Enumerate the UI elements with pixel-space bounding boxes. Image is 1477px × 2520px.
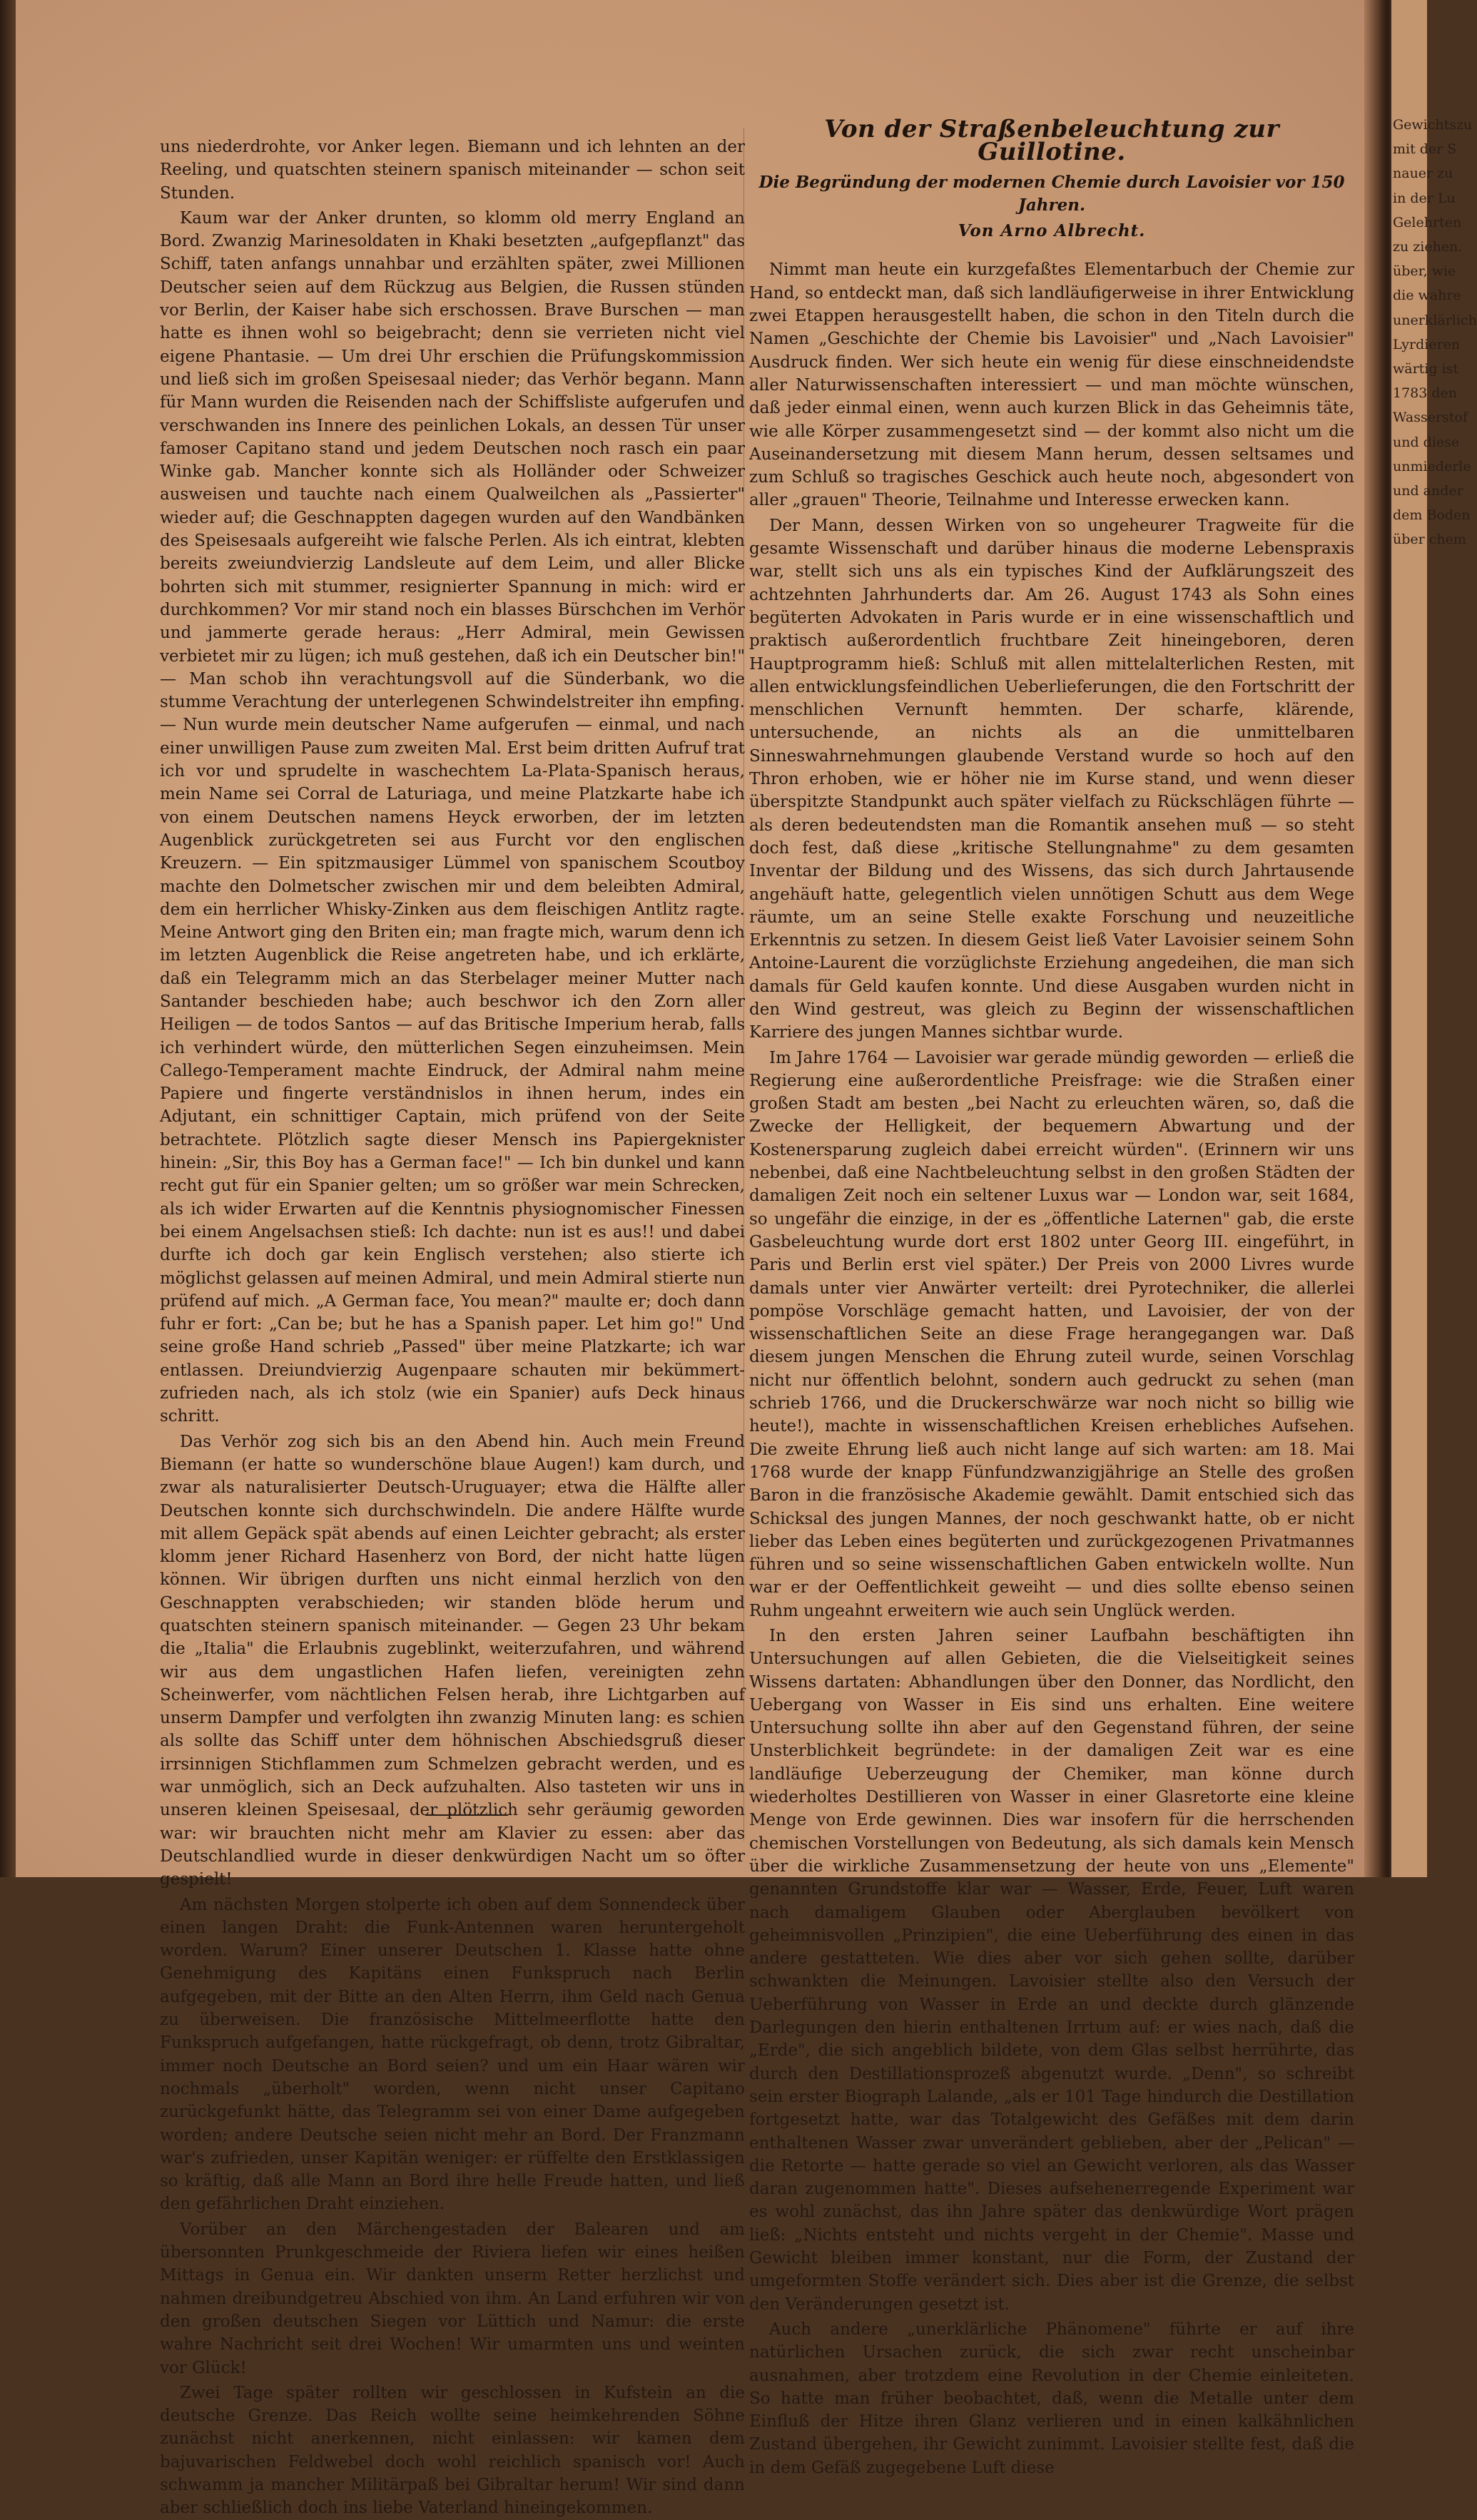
right-paragraph: Nimmt man heute ein kurzgefaßtes Elementarbuch der Chemie zur Hand, so entdeckt man, daß sich landläufigerweise in ihrer Entwicklung zwei Etappen herausgestellt haben, die schon in den Titeln durch die Namen „Geschichte der Chemie bis Lavoisier" und „Nach Lavoisier" Ausdruck finden. Wer sich heute ein wenig für diese einschneidendste aller Naturwissenschaften interessiert — und man möchte wünschen, daß jeder einmal einen, wenn auch kurzen Blick in das Geheimnis täte, wie alle Körper zusammengesetzt sind — der kommt also nicht um die Auseinandersetzung mit diesem Mann herum, dessen seltsames und zum Schluß so tragisches Geschick auch heute noch, abgesondert von aller „grauen" Theorie, Teilnahme und Interesse erwecken kann. <box>749 260 1354 510</box>
next-page-fragment: über chem <box>1393 532 1466 548</box>
next-page-fragment: mit der S <box>1393 141 1457 158</box>
left-paragraph: Kaum war der Anker drunten, so klomm old merry England an Bord. Zwanzig Marinesoldaten in Khaki besetzten „aufgepflanzt" das Schiff, taten anfangs unnahbar und erzählten später, zwei Millionen Deutscher seien auf dem Rückzug aus Belgien, die Russen stünden vor Berlin, der Kaiser habe sich erschossen. Brave Burschen — man hatte es ihnen wohl so beigebracht; denn sie verrieten nicht viel eigene Phantasie. — Um drei Uhr erschien die Prüfungskommission und ließ sich im großen Speisesaal nieder; das Verhör begann. Mann für Mann wurden die Reisenden nach der Schiffsliste aufgerufen und verschwanden ins Innere des peinlichen Lokals, an dessen Tür unser famoser Capitano stand und jedem Deutschen noch rasch ein paar Winke gab. Mancher konnte sich als Holländer oder Schweizer ausweisen und tauchte nach einem Qualweilchen als „Passierter" wieder auf; die Geschnappten dagegen wurden auf den Wandbänken des Speisesaals aufgereiht wie falsche Perlen. Als ich eintrat, klebten bereits zweiundvierzig Landsleute auf dem Leim, und aller Blicke bohrten sich mit stummer, resignierter Spannung in mich: wird er durchkommen? Vor mir stand noch ein blasses Bürschchen im Verhör und jammerte gerade heraus: „Herr Admiral, mein Gewissen verbietet mir zu lügen; ich muß gestehen, daß ich ein Deutscher bin!" — Man schob ihn verachtungsvoll auf die Sünderbank, wo die stumme Verachtung der unterlegenen Schwindelstreiter ihn empfing. — Nun wurde mein deutscher Name aufgerufen — einmal, und nach einer unwilligen Pause zum zweiten Mal. Erst beim dritten Aufruf trat ich vor und sprudelte in waschechtem La-Plata-Spanisch heraus, mein Name sei Corral de Laturiaga, und meine Platzkarte habe ich von einem Deutschen namens Heyck erworben, der im letzten Augenblick zurückgetreten sei aus Furcht vor den englischen Kreuzern. — Ein spitzmausiger Lümmel von spanischem Scoutboy machte den Dolmetscher zwischen mir und dem beleibten Admiral, dem ein herrlicher Whisky-Zinken aus dem fleischigen Antlitz ragte. Meine Antwort ging den Briten ein; man fragte mich, warum denn ich im letzten Augenblick die Reise angetreten habe, und ich erklärte, daß ein Telegramm mich an das Sterbelager meiner Mutter nach Santander beschieden habe; auch beschwor ich den Zorn aller Heiligen — de todos Santos — auf das Britische Imperium herab, falls ich verhindert würde, den mütterlichen Segen einzuheimsen. Mein Callego-Temperament machte Eindruck, der Admiral nahm meine Papiere und fingerte verständnislos in ihnen herum, indes ein Adjutant, ein schnittiger Captain, mich prüfend von der Seite betrachtete. Plötzlich sagte dieser Mensch ins Papiergeknister hinein: „Sir, this Boy has a German face!" — Ich bin dunkel und kann recht gut für ein Spanier gelten; um so größer war mein Schrecken, als ich wider Erwarten auf die Kenntnis physiognomischer Finessen bei einem Angelsachsen stieß: Ich dachte: nun ist es aus!! und dabei durfte ich doch gar kein Englisch verstehen; also stierte ich möglichst gelassen auf meinen Admiral, und mein Admiral stierte nun prüfend auf mich. „A German face, You mean?" maulte er; doch dann fuhr er fort: „Can be; but he has a Spanish paper. Let him go!" Und seine große Hand schrieb „Passed" über meine Platzkarte; ich war entlassen. Dreiundvierzig Augenpaare schauten mir bekümmert-zufrieden nach, als ich stolz (wie ein Spanier) aufs Deck hinaus schritt. <box>160 208 745 1426</box>
next-page-fragment: wärtig ist <box>1393 361 1459 377</box>
right-paragraph: Im Jahre 1764 — Lavoisier war gerade mündig geworden — erließ die Regierung eine außerordentliche Preisfrage: wie die Straßen einer großen Stadt am besten „bei Nacht zu erleuchten wären, so, daß die Zwecke der Helligkeit, der bequemern Abwartung und der Kostenersparung zugleich dabei erreicht würden". (Erinnern wir uns nebenbei, daß eine Nachtbeleuchtung selbst in den großen Städten der damaligen Zeit noch ein seltener Luxus war — London war, seit 1684, so ungefähr die einzige, in der es „öffentliche Laternen" gab, die erste Gasbeleuchtung wurde dort erst 1802 unter Georg III. eingeführt, in Paris und Berlin erst viel später.) Der Preis von 2000 Livres wurde damals unter vier Anwärter verteilt: drei Pyrotechniker, die allerlei pompöse Vorschläge gemacht hatten, und Lavoisier, der von der wissenschaftlichen Seite an diese Frage herangegangen war. Daß diesem jungen Menschen die Ehrung zuteil wurde, seinen Vorschlag nicht nur öffentlich belohnt, sondern auch gedruckt zu sehen (man schrieb 1766, und die Druckerschwärze war noch nicht so billig wie heute!), machte in wissenschaftlichen Kreisen erhebliches Aufsehen. Die zweite Ehrung ließ auch nicht lange auf sich warten: am 18. Mai 1768 wurde der knapp Fünfundzwanzigjährige an Stelle des großen Baron in die französische Akademie gewählt. Damit entschied sich das Schicksal des jungen Mannes, der noch geschwankt hatte, ob er nicht lieber das Leben eines begüterten und zurückgezogenen Privatmannes führen und so seine wissenschaftlichen Gaben entwickeln wollte. Nun war er der Oeffentlichkeit geweiht — und dies sollte ebenso seinen Ruhm ungeahnt erweitern wie auch sein Unglück werden. <box>749 1048 1354 1620</box>
right-paragraph: Auch andere „unerklärliche Phänomene" führte er auf ihre natürlichen Ursachen zurück, die sich zwar recht unscheinbar ausnahmen, aber trotzdem eine Revolution in der Chemie einleiteten. So hatte man früher beobachtet, daß, wenn die Metalle unter dem Einfluß der Hitze ihren Glanz verlieren und in einen kalkähnlichen Zustand übergehen, ihr Gewicht zunimmt. Lavoisier stellte fest, daß die in dem Gefäß zugegebene Luft diese <box>749 2320 1354 2477</box>
next-page-fragment: und ander <box>1393 483 1463 499</box>
next-page-edge <box>1391 0 1477 1877</box>
next-page-fragment: unmiederle <box>1393 458 1471 474</box>
next-page-fragment: Lyrdieren <box>1393 336 1461 352</box>
next-page-fragment: Gewichtszu <box>1393 117 1473 133</box>
right-paragraph: Der Mann, dessen Wirken von so ungeheurer Tragweite für die gesamte Wissenschaft und darüber hinaus die moderne Lebenspraxis war, stellt sich uns als ein typisches Kind der Aufklärungszeit des achtzehnten Jahrhunderts dar. Am 26. August 1743 als Sohn eines begüterten Advokaten in Paris wurde er in eine wissenschaftlich und praktisch außerordentlich fruchtbare Zeit hineingeboren, deren Hauptprogramm hieß: Schluß mit allen mittelalterlichen Resten, mit allen entwicklungsfeindlichen Ueberlieferungen, die den Fortschritt der menschlichen Vernunft hemmten. Der scharfe, klärende, untersuchende, an nichts als an die unmittelbaren Sinneswahrnehmungen glaubende Verstand wurde so hoch auf den Thron erhoben, wie er höher nie im Kurse stand, und wenn dieser überspitzte Standpunkt auch später vielfach zu Rückschlägen führte — als deren bedeutendsten man die Romantik ansehen muß — so steht doch fest, daß diese „kritische Stellungnahme" zu dem gesamten Inventar der Bildung und des Wissens, das sich durch Jahrtausende angehäuft hatte, gelegentlich vielen unnötigen Schutt aus dem Wege räumte, um an seine Stelle exakte Forschung und neuzeitliche Erkenntnis zu setzen. In diesem Geist ließ Vater Lavoisier seinem Sohn Antoine-Laurent die vorzüglichste Erziehung angedeihen, die man sich damals für Geld kaufen konnte. Und diese Ausgaben wurden nicht in den Wind gestreut, was gleich zu Beginn der wissenschaftlichen Karriere des jungen Mannes sichtbar wurde. <box>749 516 1354 1042</box>
next-page-text-fragments <box>1391 113 1477 552</box>
next-page-fragment: die wahre <box>1393 288 1461 304</box>
right-paragraph: In den ersten Jahren seiner Laufbahn beschäftigten ihn Untersuchungen auf allen Gebieten, die die Vielseitigkeit seines Wissens dartaten: Abhandlungen über den Donner, das Nordlicht, den Uebergang von Wasser in Eis sind uns erhalten. Eine weitere Untersuchung sollte ihn aber auf den Gegenstand führen, der seine Unsterblichkeit begründete: in der damaligen Zeit war es eine landläufige Ueberzeugung der Chemiker, man könne durch wiederholtes Destillieren von Wasser in einer Glasretorte eine kleine Menge von Erde gewinnen. Dies war insofern für die herrschenden chemischen Vorstellungen von Bedeutung, als sich damals kein Mensch über die wirkliche Zusammensetzung der heute von uns „Elemente" genannten Grundstoffe klar war — Wasser, Erde, Feuer, Luft waren nach damaligem Glauben oder Aberglauben bevölkert von geheimnisvollen „Prinzipien", die eine Ueberführung des einen in das andere gestatteten. Wie dies aber vor sich gehen sollte, darüber schwankten die Meinungen. Lavoisier stellte also den Versuch der Ueberführung von Wasser in Erde an und deckte durch glänzende Darlegungen den hierin enthaltenen Irrtum auf: er wies nach, daß die „Erde", die sich angeblich bildete, von dem Glas selbst herrührte, das durch den Destillationsprozeß abgenutzt wurde. „Denn", so schreibt sein erster Biograph Lalande, „als er 101 Tage hindurch die Destillation fortgesetzt hatte, war das Totalgewicht des Gefäßes mit dem darin enthaltenen Wasser zwar unverändert geblieben, aber der „Pelican" — die Retorte — hatte gerade so viel an Gewicht verloren, als das Wasser daran zugenommen hatte". Dieses aufsehenerregende Experiment war es wohl zunächst, das ihn Jahre später das denkwürdige Wort prägen ließ: „Nichts entsteht und nichts vergeht in der Chemie". Masse und Gewicht bleiben immer konstant, nur die Form, der Zustand der umgeformten Stoffe verändert sich. Dies aber ist die Grenze, die selbst den Veränderungen gesetzt ist. <box>749 1627 1354 2314</box>
left-paragraph: uns niederdrohte, vor Anker legen. Biemann und ich lehnten an der Reeling, und quatschten steinern spanisch miteinander — schon seit Stunden. <box>160 138 745 203</box>
next-page-fragment: unerklärlich <box>1393 312 1477 328</box>
page-binding-left <box>0 0 16 1877</box>
left-paragraph: Am nächsten Morgen stolperte ich oben auf dem Sonnendeck über einen langen Draht: die Funk-Antennen waren heruntergeholt worden. Warum? Einer unserer Deutschen 1. Klasse hatte ohne Genehmigung des Kapitäns einen Funkspruch nach Berlin aufgegeben, mit der Bitte an den Alten Herrn, ihm Geld nach Genua zu überweisen. Die französische Mittelmeerflotte hatte den Funkspruch aufgefangen, hatte rückgefragt, ob denn, trotz Gibraltar, immer noch Deutsche an Bord seien? und um ein Haar wären wir nochmals „überholt" worden, wenn nicht unser Capitano zurückgefunkt hätte, das Telegramm sei von einer Dame aufgegeben worden; andere Deutsche seien nicht mehr an Bord. Der Franzmann war's zufrieden, unser Kapitän weniger: er rüffelte den Erstklassigen so kräftig, daß alle Mann an Bord ihre helle Freude hatten, und ließ den gefährlichen Draht einziehen. <box>160 1895 745 2214</box>
article-byline: Von Arno Albrecht. <box>958 221 1146 241</box>
next-page-fragment: zu ziehen. <box>1393 239 1463 255</box>
left-article-column <box>160 136 745 2520</box>
left-paragraph: Vorüber an den Märchengestaden der Balearen und am übersonnten Prunkgeschmeide der Riviera liefen wir eines heißen Mittags in Genua ein. Wir dankten unserm Retter herzlichst und nahmen dreibundgetreu Abschied von ihm. An Land erfuhren wir von den großen deutschen Siegen vor Lüttich und Namur: die erste wahre Nachricht seit drei Wochen! Wir umarmten uns und weinten vor Glück! <box>160 2220 745 2377</box>
next-page-fragment: dem Boden <box>1393 507 1471 524</box>
next-page-fragment: und diese <box>1393 434 1460 450</box>
next-page-fragment: Gelehrten <box>1393 214 1462 230</box>
next-page-fragment: über, wie <box>1393 263 1456 280</box>
next-page-fragment: Wasserstof <box>1393 410 1468 426</box>
left-paragraph: Das Verhör zog sich bis an den Abend hin. Auch mein Freund Biemann (er hatte so wunderschöne blaue Augen!) kam durch, und zwar als naturalisierter Deutsch-Uruguayer; etwa die Hälfte aller Deutschen konnte sich durchschwindeln. Die andere Hälfte wurde mit allem Gepäck spät abends auf einen Leichter gebracht; als erster klomm jener Richard Hasenherz von Bord, der nicht hatte lügen können. Wir übrigen durften uns nicht einmal herzlich von den Geschnappten verabschieden; wir standen blöde herum und quatschten steinern spanisch miteinander. — Gegen 23 Uhr bekam die „Italia" die Erlaubnis zugeblinkt, weiterzufahren, und während wir aus dem ungastlichen Hafen liefen, vereinigten zehn Scheinwerfer, vom nächtlichen Felsen herab, ihre Lichtgarben auf unserm Dampfer und verfolgten ihn zwanzig Minuten lang: es schien als sollte das Schiff unter dem höhnischen Abschiedsgruß dieser irrsinnigen Stichflammen zum Schmelzen gebracht werden, und es war unmöglich, sich an Deck aufzuhalten. Also tasteten wir uns in unseren kleinen Speisesaal, der plötzlich sehr geräumig geworden war: wir brauchten nicht mehr am Klavier zu essen: aber das Deutschlandlied wurde in dieser denkwürdigen Nacht um so öfter gespielt! <box>160 1432 745 1889</box>
article-headline: Von der Straßenbeleuchtung zur Guillotine. <box>824 115 1279 167</box>
article-subheading: Die Begründung der modernen Chemie durch Lavoisier vor 150 Jahren. <box>758 172 1345 215</box>
next-page-fragment: nauer zu <box>1393 166 1453 182</box>
left-paragraph: Zwei Tage später rollten wir geschlossen in Kufstein an die deutsche Grenze. Das Reich wollte seine heimkehrenden Söhne zunächst nicht anerkennen, nicht einlassen: wir kamen dem bajuvarischen Feldwebel doch wohl reichlich spanisch vor! Auch schwamm ja mancher Militärpaß bei Gibraltar herum! Wir sind dann aber schließlich doch ins liebe Vaterland hineingekommen. <box>160 2383 745 2518</box>
right-article-column <box>749 115 1354 2479</box>
next-page-fragment: 1783 den <box>1393 385 1458 402</box>
article-end-divider <box>425 1814 508 1816</box>
next-page-fragment: in der Lu <box>1393 190 1456 206</box>
